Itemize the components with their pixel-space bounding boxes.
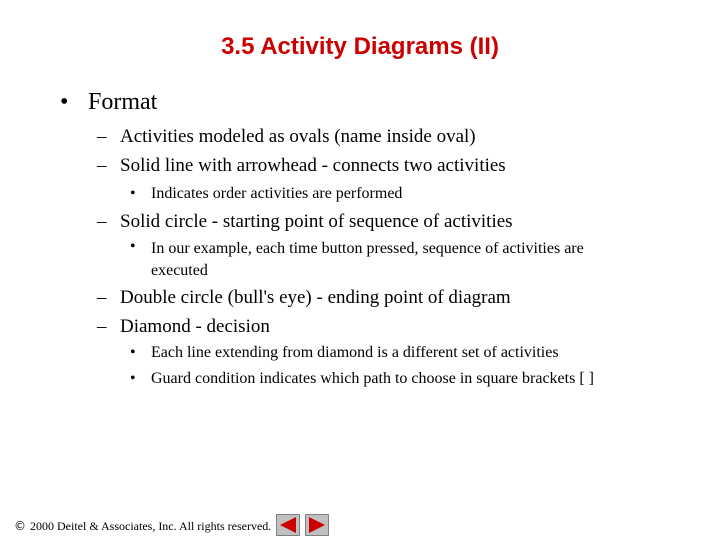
subbullet-text: Diamond - decision — [120, 316, 270, 337]
subsubbullet-example — [130, 238, 584, 282]
next-slide-button[interactable] — [305, 514, 329, 536]
subbullet-text: Solid line with arrowhead - connects two activities — [120, 155, 506, 176]
subsubbullet-text: In our example, each time button pressed, sequence of activities are — [151, 240, 584, 257]
subsubbullet-continuation: executed — [151, 262, 208, 279]
dash-marker: – — [97, 126, 107, 147]
bullet-marker: • — [60, 89, 69, 115]
previous-slide-button[interactable] — [276, 514, 300, 536]
subsubbullet-order — [130, 185, 402, 203]
copyright-icon: © — [14, 519, 26, 533]
subsubbullet-text: Guard condition indicates which path to choose in square brackets [ ] — [151, 370, 594, 387]
subbullet-diamond — [97, 316, 270, 338]
subbullet-activities-ovals — [97, 126, 476, 148]
dash-marker: – — [97, 287, 107, 308]
subbullet-solid-line — [97, 155, 506, 177]
dash-marker: – — [97, 316, 107, 337]
right-arrow-icon — [306, 515, 328, 535]
bullet-format — [60, 89, 157, 116]
slide-title: 3.5 Activity Diagrams (II) — [221, 33, 499, 60]
copyright-footer — [14, 519, 271, 534]
dash-marker: – — [97, 211, 107, 232]
subbullet-double-circle — [97, 287, 511, 309]
subsubbullet-each-line — [130, 344, 559, 362]
subsubbullet-text: Indicates order activities are performed — [151, 185, 403, 202]
dash-marker: – — [97, 155, 107, 176]
subbullet-text: Double circle (bull's eye) - ending point of diagram — [120, 287, 511, 308]
dot-marker: • — [130, 185, 136, 202]
bullet-text: Format — [88, 89, 158, 115]
copyright-text: 2000 Deitel & Associates, Inc. All rights reserved. — [30, 519, 272, 533]
subsubbullet-text: Each line extending from diamond is a different set of activities — [151, 344, 559, 361]
subsubbullet-guard — [130, 370, 594, 388]
subbullet-text: Solid circle - starting point of sequence of activities — [120, 211, 513, 232]
dot-marker: • — [130, 344, 136, 361]
subbullet-solid-circle — [97, 211, 513, 233]
dot-marker: • — [130, 370, 136, 387]
dot-marker: • — [130, 238, 136, 255]
left-arrow-icon — [277, 515, 299, 535]
subbullet-text: Activities modeled as ovals (name inside oval) — [120, 126, 476, 147]
